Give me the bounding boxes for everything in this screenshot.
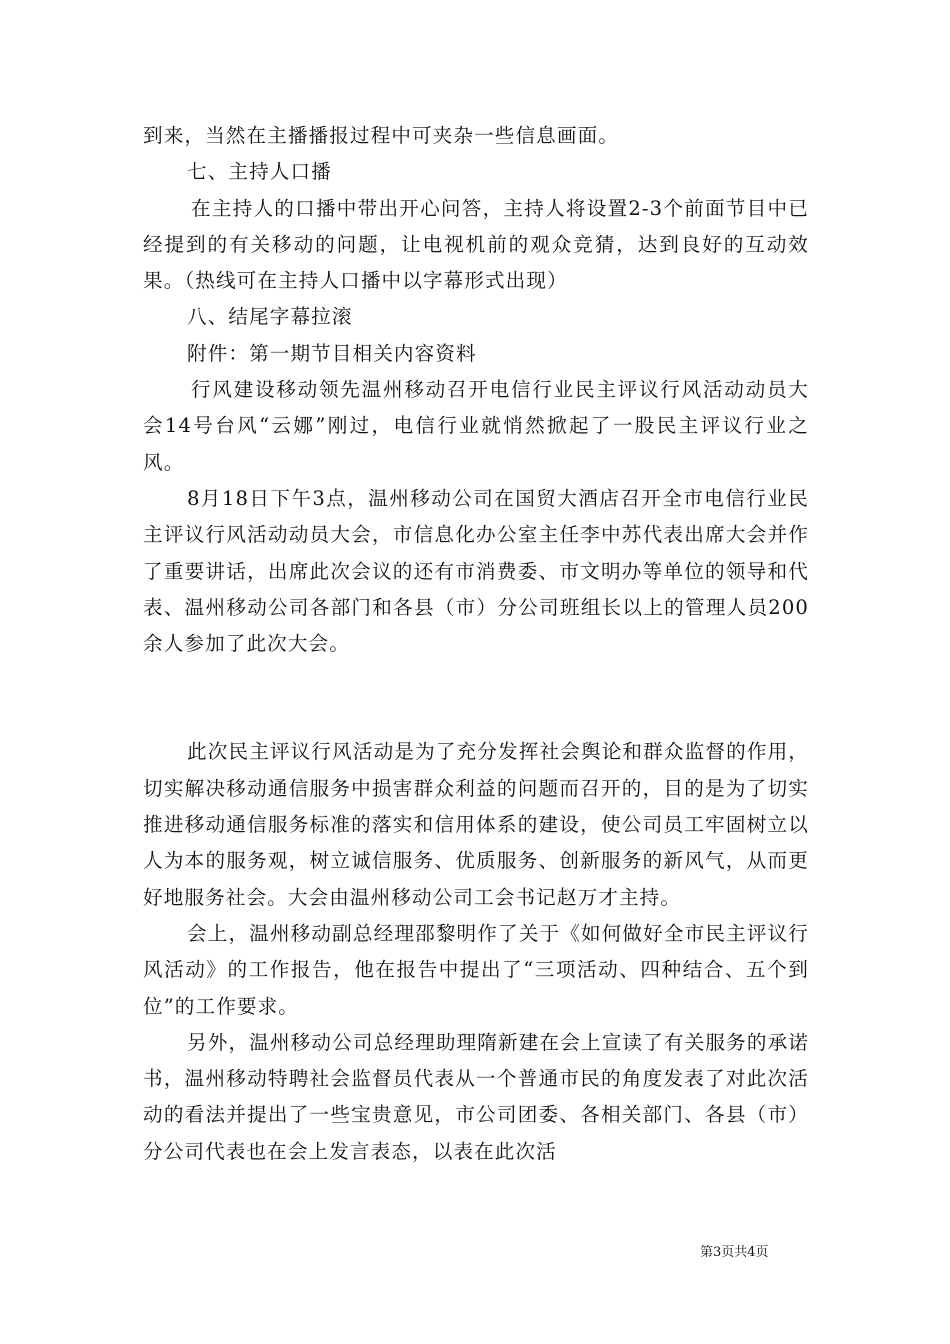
attachment-heading: 附件：第一期节目相关内容资料 xyxy=(187,341,477,365)
paragraph-gap xyxy=(143,662,809,734)
paragraph-news-intro: 行风建设移动领先温州移动召开电信行业民主评议行风活动动员大会14号台风“云娜”刚过，电信行业就悄然掀起了一股民主评议行业之风。 xyxy=(143,378,809,474)
paragraph-activity-purpose: 此次民主评议行风活动是为了充分发挥社会舆论和群众监督的作用，切实解决移动通信服务中损害群众利益的问题而召开的，目的是为了切实推进移动通信服务标准的落实和信用体系的建设，使公司员工牢固树立以人为本的服务观，树立诚信服务、优质服务、创新服务的新风气，从而更好地服务社会。大会由温州移动公司工会书记赵万才主持。 xyxy=(143,740,809,909)
section-heading-7: 七、主持人口播 xyxy=(187,160,332,184)
paragraph-meeting-details: 8月18日下午3点，温州移动公司在国贸大酒店召开全市电信行业民主评议行风活动动员大会，市信息化办公室主任李中苏代表出席大会并作了重要讲话，出席此次会议的还有市消费委、市文明办等单位的领导和代表、温州移动公司各部门和各县（市）分公司班组长以上的管理人员200余人参加了此次大会。 xyxy=(143,486,809,656)
paragraph-host-broadcast: 在主持人的口播中带出开心问答，主持人将设置2-3个前面节目中已经提到的有关移动的问题，让电视机前的观众竞猜，达到良好的互动效果。（热线可在主持人口播中以字幕形式出现） xyxy=(143,196,809,293)
document-body xyxy=(143,118,809,1170)
paragraph-service-commitment: 另外，温州移动公司总经理助理隋新建在会上宣读了有关服务的承诺书，温州移动特聘社会监督员代表从一个普通市民的角度发表了对此次活动的看法并提出了一些宝贵意见，市公司团委、各相关部门、各县（市）分公司代表也在会上发言表态，以表在此次活 xyxy=(143,1030,809,1163)
paragraph-work-report: 会上，温州移动副总经理邵黎明作了关于《如何做好全市民主评议行风活动》的工作报告，他在报告中提出了“三项活动、四种结合、五个到位”的工作要求。 xyxy=(143,921,809,1018)
section-heading-8: 八、结尾字幕拉滚 xyxy=(187,305,353,329)
page-number-footer: 第3页共4页 xyxy=(700,1245,769,1260)
paragraph-continuation: 到来，当然在主播播报过程中可夹杂一些信息画面。 xyxy=(143,124,619,147)
